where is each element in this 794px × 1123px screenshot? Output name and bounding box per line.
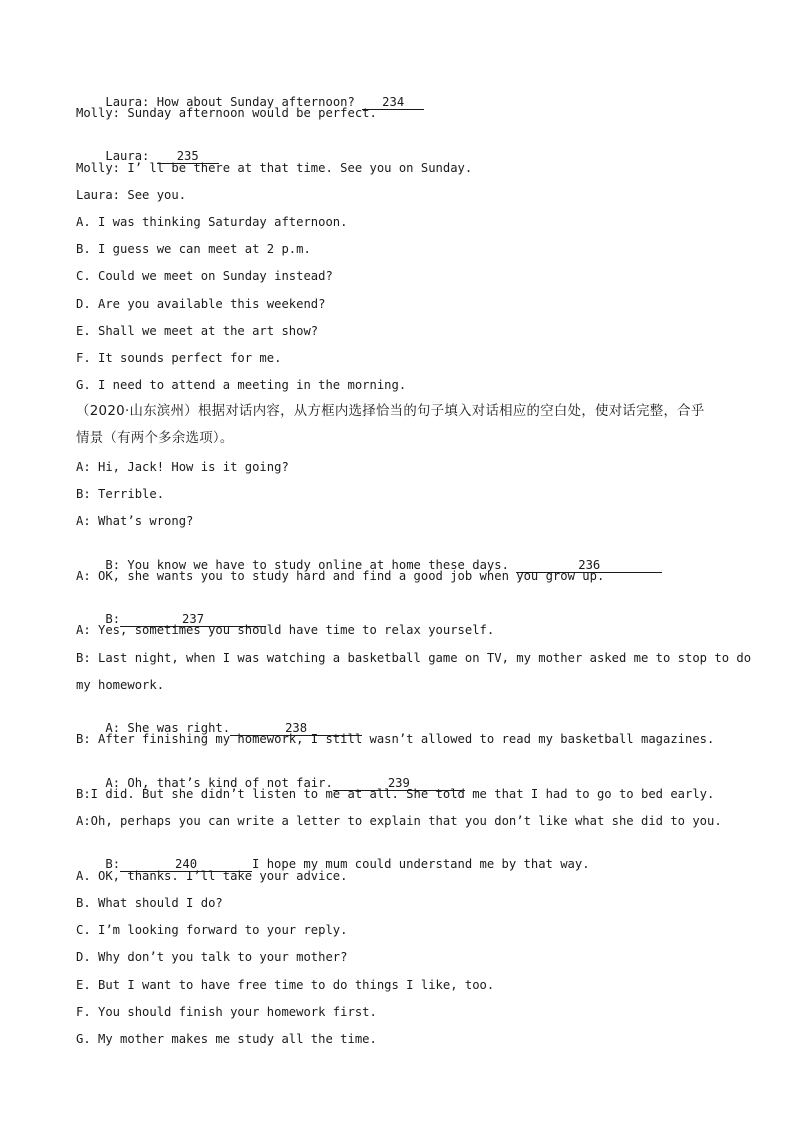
dialogue-line-b-1: B: Terrible.: [76, 487, 165, 501]
option-d: D. Why don’t you talk to your mother?: [76, 950, 348, 964]
blank-240: 240: [120, 857, 252, 872]
blank-235: 235: [157, 149, 219, 164]
dialogue-line-b-6: B:I did. But she didn’t listen to me at all. She told me that I had to go to bed early.: [76, 787, 715, 801]
dialogue-line-a-7: A:Oh, perhaps you can write a letter to explain that you don’t like what she did to you.: [76, 814, 722, 828]
option-f: F. It sounds perfect for me.: [76, 351, 282, 365]
instruction-line-1: （2020·山东滨州）根据对话内容，从方框内选择恰当的句子填入对话相应的空白处，使对话完整，合乎: [76, 404, 705, 419]
option-b: B. What should I do?: [76, 896, 223, 910]
option-b: B. I guess we can meet at 2 p.m.: [76, 242, 311, 256]
dialogue-line-molly-1: Molly: Sunday afternoon would be perfect.: [76, 106, 377, 120]
dialogue-line-a-1: A: Hi, Jack! How is it going?: [76, 460, 289, 474]
dialogue-line-a-3: A: OK, she wants you to study hard and find a good job when you grow up.: [76, 569, 605, 583]
line-text: B:: [105, 857, 121, 871]
line-text: B:: [105, 612, 121, 626]
blank-239: 239: [333, 776, 465, 791]
dialogue-line-a-2: A: What’s wrong?: [76, 514, 194, 528]
line-text: Laura:: [105, 149, 157, 163]
option-f: F. You should finish your homework first.: [76, 1005, 377, 1019]
dialogue-line-b-4-cont: my homework.: [76, 678, 165, 692]
blank-238: 238: [230, 721, 362, 736]
dialogue-line-a-4: A: Yes, sometimes you should have time to relax yourself.: [76, 623, 495, 637]
line-text: Laura: How about Sunday afternoon?: [105, 95, 363, 109]
option-e: E. Shall we meet at the art show?: [76, 324, 319, 338]
dialogue-line-b-5: B: After finishing my homework, I still wasn’t allowed to read my basketball magazines.: [76, 732, 715, 746]
blank-234: 234: [362, 95, 424, 110]
blank-236: 236: [516, 558, 662, 573]
option-a: A. OK, thanks. I’ll take your advice.: [76, 869, 348, 883]
line-text: A: She was right.: [105, 721, 231, 735]
option-c: C. I’m looking forward to your reply.: [76, 923, 348, 937]
line-text: A: Oh, that’s kind of not fair.: [105, 776, 333, 790]
option-e: E. But I want to have free time to do things I like, too.: [76, 978, 495, 992]
blank-237: 237: [120, 612, 266, 627]
dialogue-line-molly-2: Molly: I’ ll be there at that time. See you on Sunday.: [76, 161, 473, 175]
instruction-line-2: 情景（有两个多余选项）。: [76, 431, 234, 446]
dialogue-line-laura-3: Laura: See you.: [76, 188, 187, 202]
option-d: D. Are you available this weekend?: [76, 297, 326, 311]
option-c: C. Could we meet on Sunday instead?: [76, 269, 333, 283]
line-text: I hope my mum could understand me by that way.: [252, 857, 590, 871]
option-a: A. I was thinking Saturday afternoon.: [76, 215, 348, 229]
line-text: B: You know we have to study online at home these days.: [105, 558, 517, 572]
dialogue-line-b-4: B: Last night, when I was watching a basketball game on TV, my mother asked me to stop to do: [76, 651, 752, 665]
option-g: G. My mother makes me study all the time.: [76, 1032, 377, 1046]
option-g: G. I need to attend a meeting in the morning.: [76, 378, 407, 392]
